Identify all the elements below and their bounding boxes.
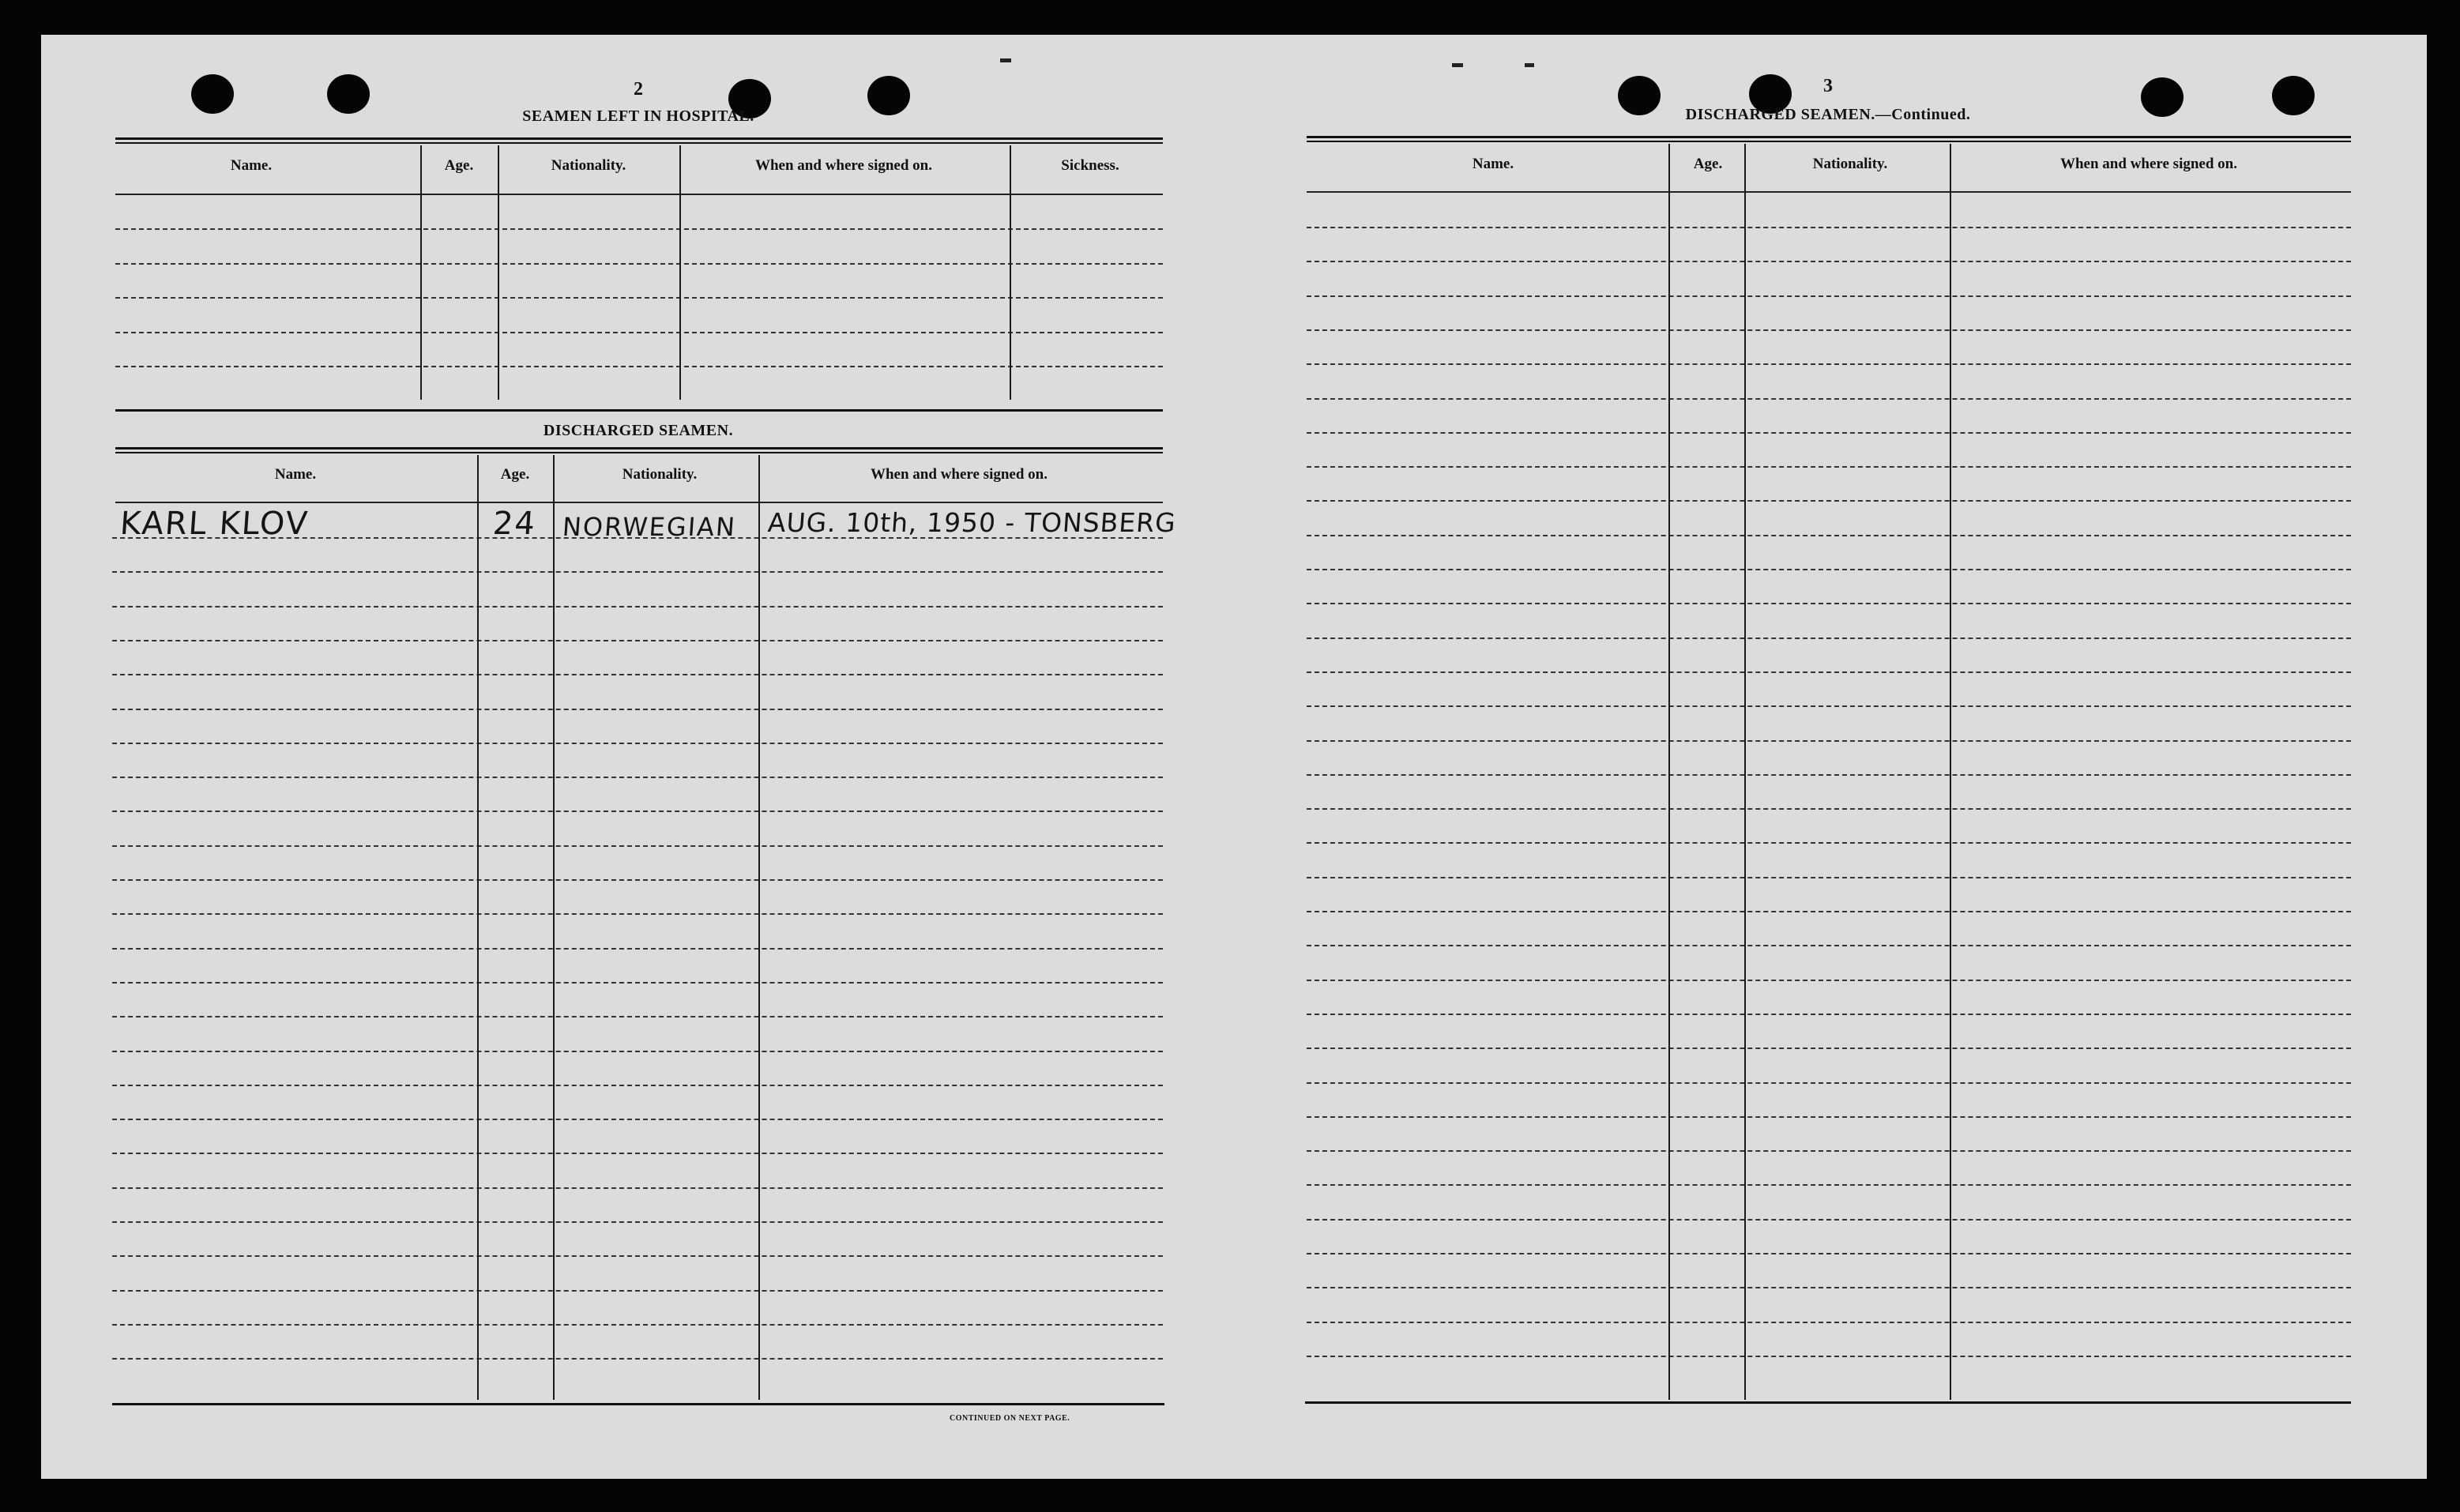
ruled-line bbox=[112, 1085, 1163, 1086]
ruled-line bbox=[1307, 808, 2351, 810]
ruled-line bbox=[112, 879, 1163, 881]
ruled-line bbox=[112, 674, 1163, 675]
ruled-line bbox=[112, 709, 1163, 710]
ruled-line bbox=[1307, 1184, 2351, 1186]
section-title-discharged: DISCHARGED SEAMEN. bbox=[543, 422, 734, 439]
ruled-line bbox=[1307, 1116, 2351, 1118]
table-top-rule bbox=[115, 447, 1163, 449]
column-divider bbox=[498, 145, 499, 400]
column-divider bbox=[679, 145, 681, 400]
ruled-line bbox=[1307, 740, 2351, 742]
punch-hole bbox=[867, 76, 910, 115]
ruled-line bbox=[1307, 569, 2351, 570]
ruled-line bbox=[112, 1153, 1163, 1154]
ruled-line bbox=[1307, 774, 2351, 776]
column-divider bbox=[1744, 144, 1746, 1400]
ruled-line bbox=[1307, 705, 2351, 707]
ruled-line bbox=[112, 606, 1163, 607]
ruled-line bbox=[115, 366, 1163, 367]
column-header-nationality: Nationality. bbox=[622, 466, 698, 483]
column-header-nationality: Nationality. bbox=[1812, 156, 1888, 172]
ruled-line bbox=[1307, 432, 2351, 434]
ruled-line bbox=[112, 1221, 1163, 1223]
column-header-name: Name. bbox=[230, 157, 273, 174]
column-divider bbox=[1668, 144, 1670, 1400]
column-header-signed-on: When and where signed on. bbox=[2059, 156, 2238, 172]
table-top-rule bbox=[115, 452, 1163, 453]
seaman-nationality: NORWEGIAN bbox=[561, 512, 738, 542]
punch-hole bbox=[2272, 76, 2315, 115]
ledger-sheet bbox=[41, 35, 2427, 1479]
table-top-rule bbox=[115, 142, 1163, 144]
ruled-line bbox=[115, 228, 1163, 230]
column-header-nationality: Nationality. bbox=[551, 157, 626, 174]
ruled-line bbox=[1307, 261, 2351, 262]
ruled-line bbox=[1307, 638, 2351, 639]
seaman-name: KARL KLOV bbox=[118, 506, 310, 542]
ruled-line bbox=[1307, 911, 2351, 912]
table-bottom-rule bbox=[115, 409, 1163, 412]
page-number: 3 bbox=[1823, 76, 1833, 96]
ruled-line bbox=[115, 297, 1163, 299]
ruled-line bbox=[112, 1255, 1163, 1257]
ruled-line bbox=[112, 845, 1163, 847]
ruled-line bbox=[1307, 500, 2351, 502]
ruled-line bbox=[1307, 1253, 2351, 1254]
column-header-age: Age. bbox=[500, 466, 530, 483]
ruled-line bbox=[112, 1119, 1163, 1120]
ruled-line bbox=[1307, 1047, 2351, 1049]
ruled-line bbox=[112, 571, 1163, 573]
ruled-line bbox=[112, 1051, 1163, 1052]
punch-hole bbox=[327, 74, 370, 114]
table-bottom-rule bbox=[112, 1403, 1164, 1405]
table-bottom-rule bbox=[1305, 1401, 2351, 1404]
column-divider bbox=[1010, 145, 1011, 400]
ruled-line bbox=[1307, 1014, 2351, 1015]
ruled-line bbox=[1307, 1150, 2351, 1152]
ruled-line bbox=[1307, 295, 2351, 297]
seaman-signed-on: AUG. 10th, 1950 - TONSBERG bbox=[766, 507, 1178, 538]
column-divider bbox=[758, 455, 760, 1400]
ruled-line bbox=[115, 332, 1163, 333]
ruled-line bbox=[1307, 466, 2351, 468]
ruled-line bbox=[112, 948, 1163, 950]
ruled-line bbox=[112, 1358, 1163, 1360]
column-header-signed-on: When and where signed on. bbox=[870, 466, 1048, 483]
ruled-line bbox=[112, 811, 1163, 812]
column-header-age: Age. bbox=[1693, 156, 1723, 172]
ruled-line bbox=[112, 743, 1163, 744]
punch-hole bbox=[191, 74, 234, 114]
punch-hole bbox=[2141, 77, 2184, 117]
speck bbox=[1000, 58, 1011, 62]
column-header-name: Name. bbox=[1472, 156, 1514, 172]
ruled-line bbox=[112, 913, 1163, 915]
ruled-line bbox=[1307, 1219, 2351, 1221]
column-header-signed-on: When and where signed on. bbox=[754, 157, 933, 174]
ruled-line bbox=[112, 1324, 1163, 1326]
ruled-line bbox=[1307, 329, 2351, 331]
column-header-sickness: Sickness. bbox=[1061, 157, 1119, 174]
ruled-line bbox=[112, 982, 1163, 984]
ruled-line bbox=[1307, 671, 2351, 673]
ruled-line bbox=[115, 263, 1163, 265]
column-divider bbox=[477, 455, 479, 1400]
ruled-line bbox=[1307, 1082, 2351, 1084]
ruled-line bbox=[112, 1290, 1163, 1292]
ruled-line bbox=[1307, 1322, 2351, 1323]
continued-note: CONTINUED ON NEXT PAGE. bbox=[950, 1414, 1070, 1423]
ruled-line bbox=[112, 640, 1163, 641]
table-top-rule bbox=[1307, 141, 2351, 142]
ruled-line bbox=[112, 777, 1163, 778]
header-underline bbox=[115, 194, 1163, 195]
ruled-line bbox=[112, 1016, 1163, 1017]
section-title-hospital: SEAMEN LEFT IN HOSPITAL. bbox=[522, 107, 754, 125]
ruled-line bbox=[1307, 535, 2351, 536]
speck bbox=[1452, 63, 1463, 67]
ruled-line bbox=[1307, 227, 2351, 228]
column-divider bbox=[553, 455, 555, 1400]
header-underline bbox=[1307, 191, 2351, 193]
ruled-line bbox=[1307, 603, 2351, 604]
speck bbox=[1525, 63, 1534, 67]
ruled-line bbox=[1307, 363, 2351, 365]
ruled-line bbox=[1307, 842, 2351, 844]
table-top-rule bbox=[115, 137, 1163, 140]
punch-hole bbox=[1618, 76, 1661, 115]
ruled-line bbox=[1307, 398, 2351, 400]
column-header-age: Age. bbox=[444, 157, 474, 174]
column-header-name: Name. bbox=[274, 466, 317, 483]
ruled-line bbox=[1307, 877, 2351, 878]
seaman-age: 24 bbox=[491, 506, 538, 542]
section-title-discharged-continued: DISCHARGED SEAMEN.—Continued. bbox=[1685, 106, 1971, 123]
ruled-line bbox=[1307, 1287, 2351, 1288]
ruled-line bbox=[112, 1187, 1163, 1189]
column-divider bbox=[420, 145, 422, 400]
header-underline bbox=[115, 502, 1163, 503]
ruled-line bbox=[1307, 1356, 2351, 1357]
page-number: 2 bbox=[634, 79, 643, 100]
ruled-line bbox=[1307, 980, 2351, 981]
ruled-line bbox=[1307, 945, 2351, 946]
column-divider bbox=[1950, 144, 1951, 1400]
table-top-rule bbox=[1307, 136, 2351, 138]
